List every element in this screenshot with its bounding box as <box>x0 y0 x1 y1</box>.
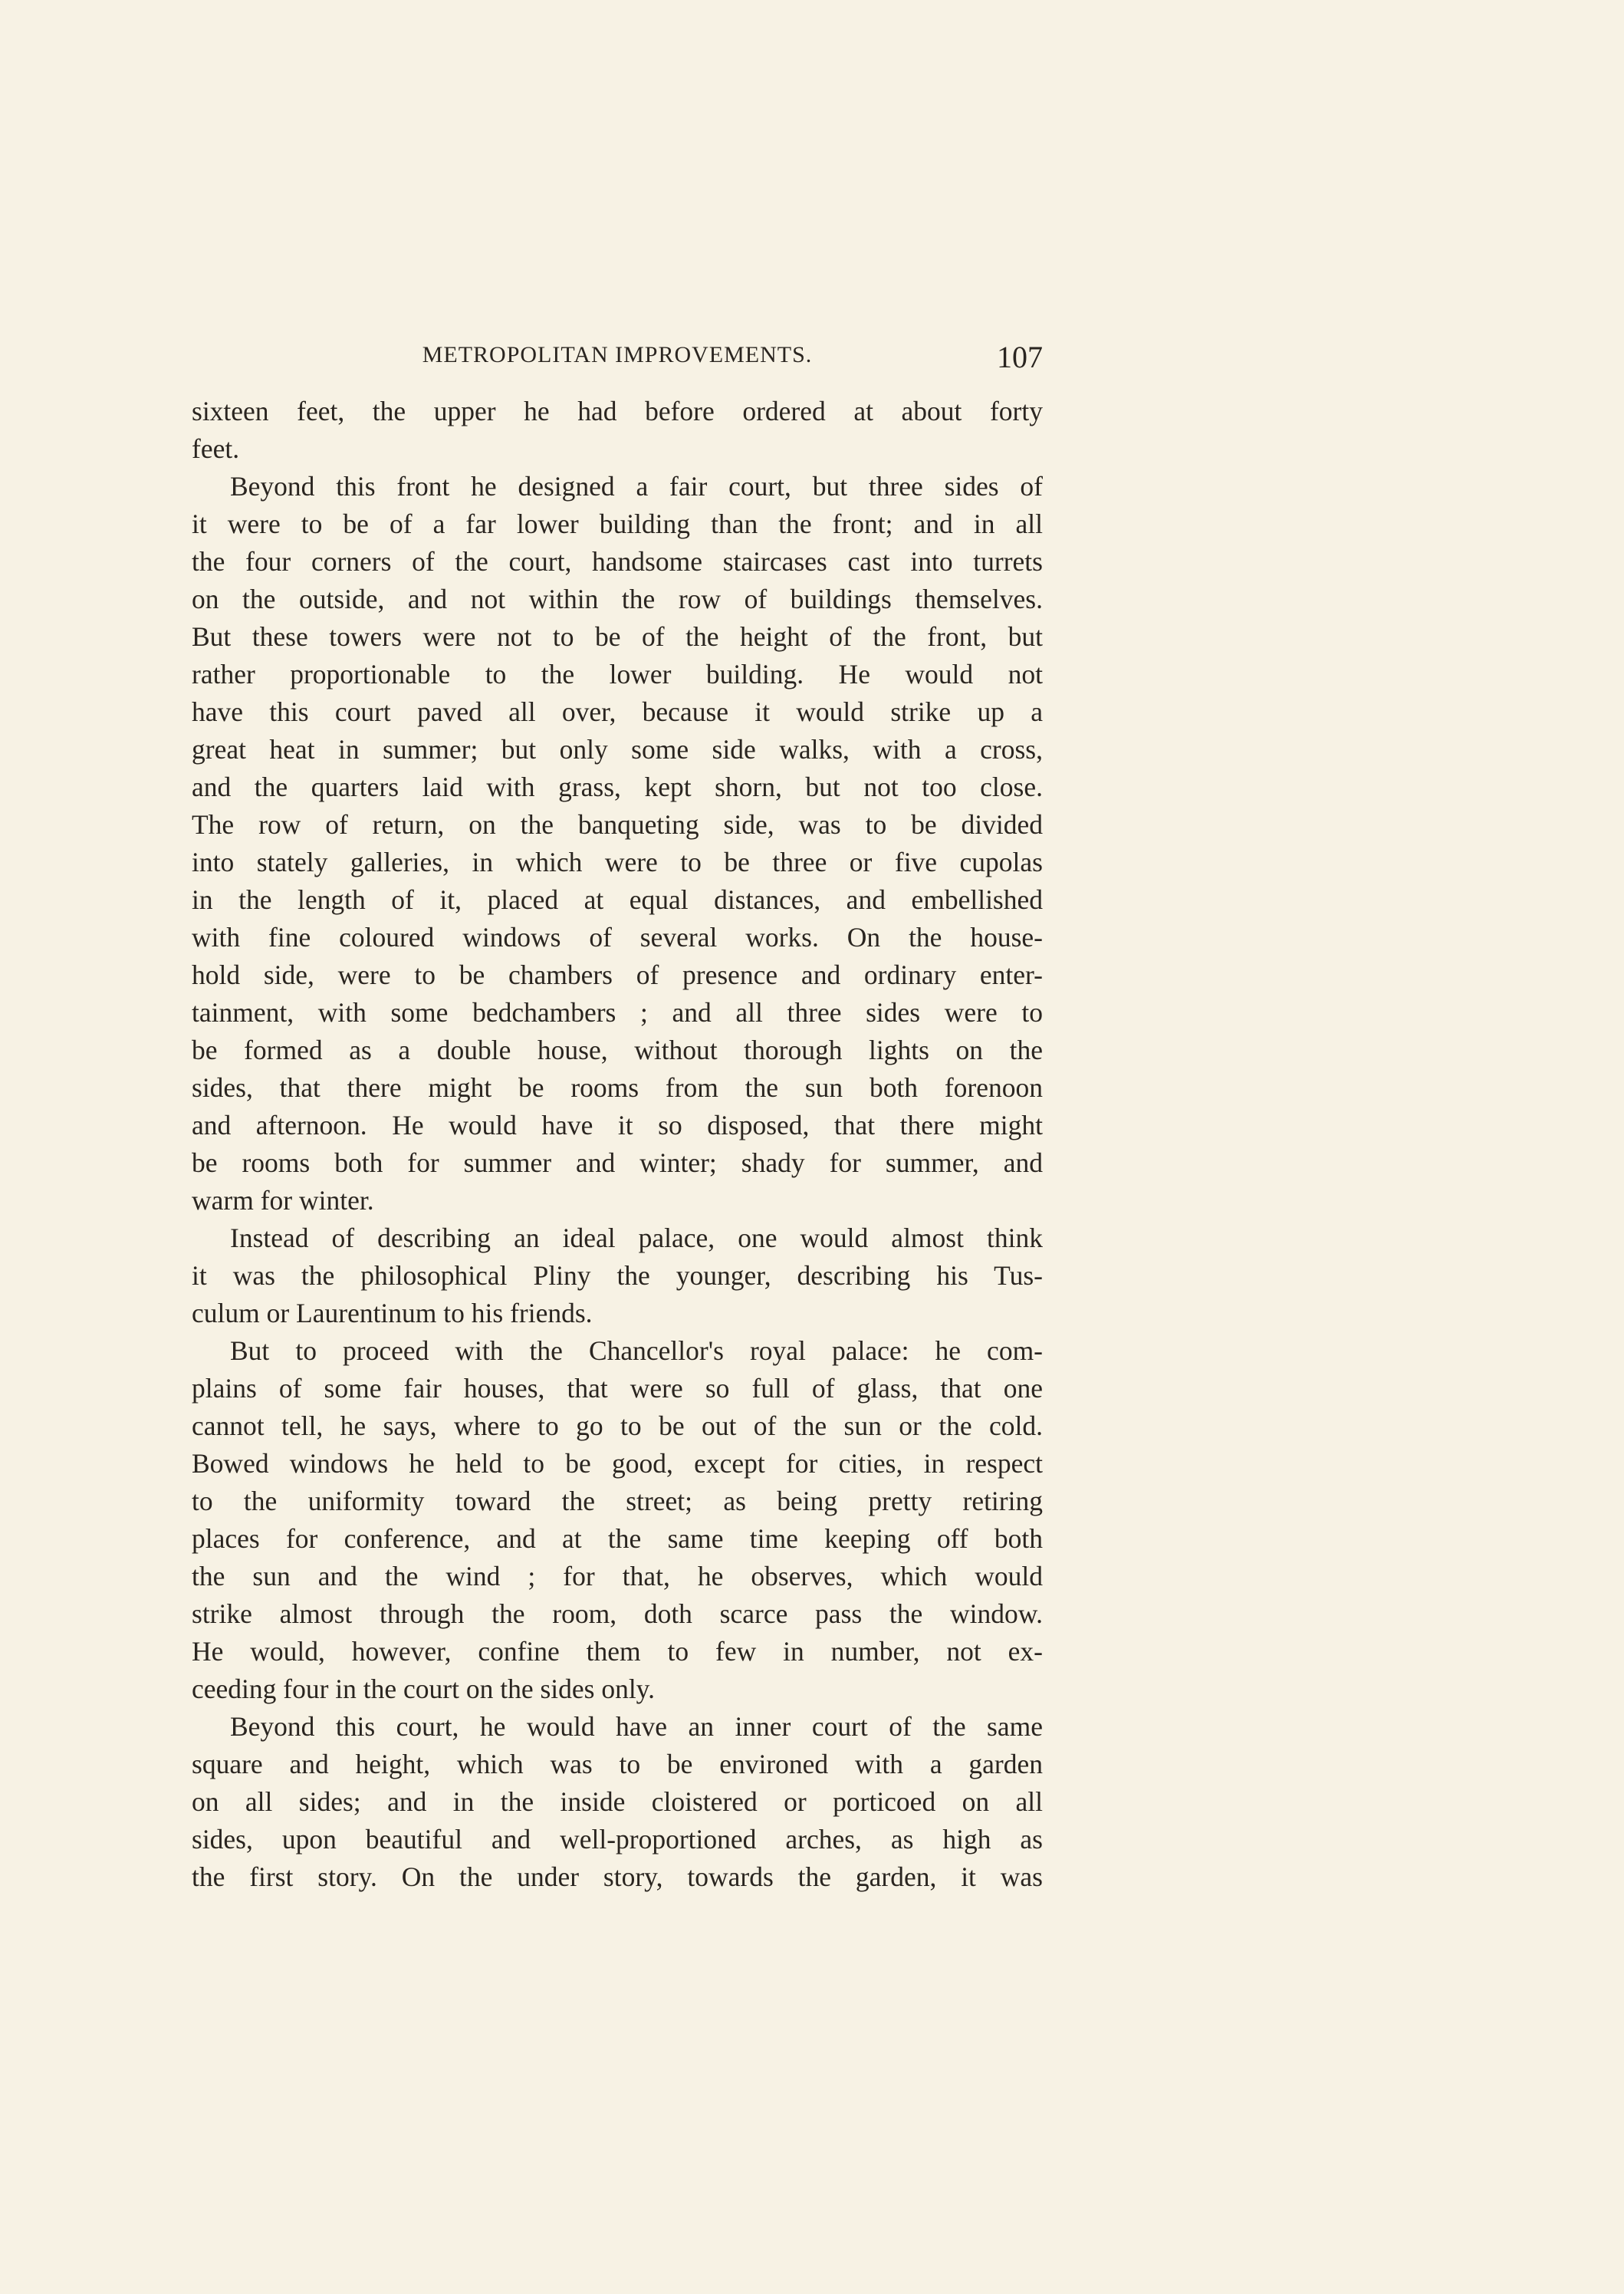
text-line: warm for winter. <box>192 1185 374 1216</box>
text-line: be rooms both for summer and winter; shady for summer, and <box>192 1147 1043 1178</box>
paragraph-start-line: Beyond this court, he would have an inner court of the same <box>230 1711 1043 1742</box>
text-line: sides, upon beautiful and well-proportioned arches, as high as <box>192 1824 1043 1855</box>
text-line: into stately galleries, in which were to be three or five cupolas <box>192 847 1043 877</box>
text-line: cannot tell, he says, where to go to be out of the sun or the cold. <box>192 1410 1043 1441</box>
paragraph-start-line: Instead of describing an ideal palace, one would almost think <box>230 1223 1043 1253</box>
text-line: Bowed windows he held to be good, except for cities, in respect <box>192 1448 1043 1479</box>
text-line: and the quarters laid with grass, kept shorn, but not too close. <box>192 772 1043 802</box>
text-line: the first story. On the under story, towards the garden, it was <box>192 1861 1043 1892</box>
text-line: plains of some fair houses, that were so full of glass, that one <box>192 1373 1043 1404</box>
text-line: and afternoon. He would have it so disposed, that there might <box>192 1110 1043 1140</box>
text-line: square and height, which was to be environed with a garden <box>192 1749 1043 1779</box>
text-line: on the outside, and not within the row of buildings themselves. <box>192 584 1043 614</box>
text-line: it was the philosophical Pliny the younger, describing his Tus- <box>192 1260 1043 1291</box>
text-line: tainment, with some bedchambers ; and all three sides were to <box>192 997 1043 1028</box>
running-title: METROPOLITAN IMPROVEMENTS. <box>422 342 813 367</box>
text-line: great heat in summer; but only some side walks, with a cross, <box>192 734 1043 765</box>
text-line: it were to be of a far lower building than the front; and in all <box>192 508 1043 539</box>
page-header <box>192 339 1043 382</box>
text-line: sixteen feet, the upper he had before ordered at about forty <box>192 396 1043 426</box>
body-text <box>192 393 1043 1896</box>
text-line: hold side, were to be chambers of presence and ordinary enter- <box>192 959 1043 990</box>
text-line: be formed as a double house, without thorough lights on the <box>192 1035 1043 1065</box>
text-line: strike almost through the room, doth scarce pass the window. <box>192 1598 1043 1629</box>
text-line: culum or Laurentinum to his friends. <box>192 1298 593 1328</box>
text-line: on all sides; and in the inside cloistered or porticoed on all <box>192 1786 1043 1817</box>
text-line: in the length of it, placed at equal distances, and embellished <box>192 884 1043 915</box>
paragraph-start-line: Beyond this front he designed a fair court, but three sides of <box>230 471 1043 502</box>
text-line: the four corners of the court, handsome staircases cast into turrets <box>192 546 1043 577</box>
text-line: rather proportionable to the lower building. He would not <box>192 659 1043 690</box>
text-line: have this court paved all over, because it would strike up a <box>192 696 1043 727</box>
text-line: ceeding four in the court on the sides only. <box>192 1674 656 1704</box>
paragraph-start-line: But to proceed with the Chancellor's royal palace: he com- <box>230 1335 1043 1366</box>
text-line: with fine coloured windows of several works. On the house- <box>192 922 1043 953</box>
text-line: The row of return, on the banqueting side, was to be divided <box>192 809 1043 840</box>
text-line: feet. <box>192 433 240 464</box>
text-line: the sun and the wind ; for that, he observes, which would <box>192 1561 1043 1591</box>
text-line: places for conference, and at the same time keeping off both <box>192 1523 1043 1554</box>
page-number: 107 <box>997 340 1043 374</box>
text-line: He would, however, confine them to few in number, not ex- <box>192 1636 1043 1667</box>
text-line: But these towers were not to be of the height of the front, but <box>192 621 1043 652</box>
text-line: to the uniformity toward the street; as being pretty retiring <box>192 1486 1043 1516</box>
text-line: sides, that there might be rooms from the sun both forenoon <box>192 1072 1043 1103</box>
